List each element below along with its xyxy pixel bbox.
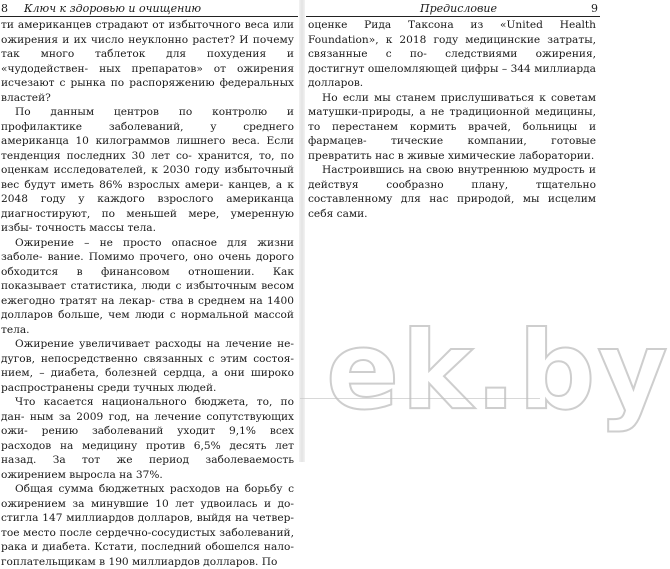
paragraph: Ожирение увеличивает расходы на лечение не- дугов, непосредственно связанных с этим состоя- нием, – диабета, болезней сердца, а они широко распространены среди тучных людей. <box>1 338 294 394</box>
right-page-number: 9 <box>591 2 598 15</box>
right-page-text <box>306 18 600 221</box>
paragraph: оценке Рида Таксона из «United Health Foundation», к 2018 году медицинские затраты, связанные с по- следствиями ожирения, достигнут ошеломляющей цифры – 344 миллиарда долларов. <box>308 19 596 89</box>
paragraph: Общая сумма бюджетных расходов на борьбу с ожирением за минувшие 10 лет удвоилась и до- стигла 147 миллиардов долларов, выйдя на четвер- тое место после сердечно-сосудистых заболеваний, рака и диабета. Кстати, последний обошелся нало- гоплательщикам в 190 миллиардов долларов. По <box>1 483 294 568</box>
left-running-header <box>0 2 298 17</box>
paragraph: Ожирение – не просто опасное для жизни заболе- вание. Помимо прочего, оно очень дорого обходится в финансовом отношении. Как показывает статистика, люди с избыточным весом ежегодно тратят на лекар- ства в среднем на 1400 долларов больше, чем люди с нормальной массой тела. <box>1 236 295 336</box>
paragraph: Что касается национального бюджета, то, по дан- ным за 2009 год, на лечение сопутствующих ожи- рению заболеваний уходит 9,1% всех расходов на медицину против 6,5% десять лет назад. За тот же период заболеваемость ожирением выросла на 37%. <box>1 396 294 481</box>
right-page <box>306 0 600 462</box>
paragraph: По данным центров по контролю и профилактике заболеваний, у среднего американца 10 килограммов лишнего веса. Если тенденция последних 30 лет со- хранится, то, по оценкам исследователей, к 2030 году избыточный вес будут иметь 86% взрослых амери- канцев, а к 2048 году у каждого взрослого американца диагностируют, по меньшей мере, умеренную избы- точность массы тела. <box>1 106 294 234</box>
book-gutter <box>299 0 305 462</box>
watermark-underline <box>300 398 540 399</box>
left-page-number: 8 <box>1 2 8 15</box>
watermark-logo: ek.by <box>326 309 670 434</box>
right-running-title: Предисловие <box>420 2 497 15</box>
right-running-header <box>306 2 600 17</box>
left-running-title: Ключ к здоровью и очищению <box>24 2 202 15</box>
paragraph: ти американцев страдают от избыточного веса или ожирения и их число неуклонно растет? И почему так много таблеток для похудения и «чудодействен- ных препаратов» от ожирения исчезают с рынка по распоряжению федеральных властей? <box>1 19 295 104</box>
paragraph: Но если мы станем прислушиваться к советам матушки-природы, а не традиционной медицины, то перестанем кормить врачей, больницы и фармацев- тические компании, готовые превратить нас в живые химические лаборатории. <box>308 91 597 162</box>
left-page <box>0 0 298 568</box>
paragraph: Настроившись на свою внутреннюю мудрость и действуя сообразно плану, тщательно составленному для нас природой, мы исцелим себя сами. <box>308 164 596 220</box>
left-page-text <box>0 18 298 569</box>
